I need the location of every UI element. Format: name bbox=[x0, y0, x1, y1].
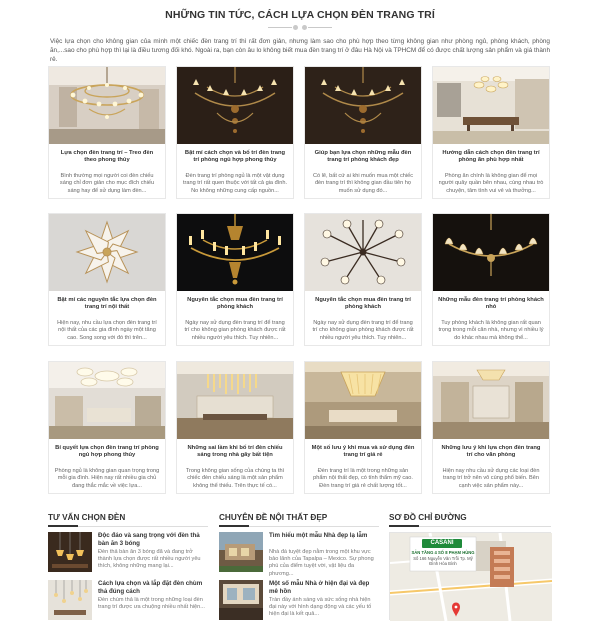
map-sign-address: SẢN TẦNG 4 SỐ 8 PHẠM HÙNG bbox=[411, 550, 475, 555]
article-title[interactable]: Bí quyết lựa chọn đèn trang trí phòng ngủ hợp phong thủy bbox=[55, 445, 159, 459]
interior-heading: CHUYÊN ĐỀ NỘI THẤT ĐẸP bbox=[219, 513, 328, 522]
article-title[interactable]: Những sai lầm khi bố trí đèn chiếu sáng trong nhà gây bất tiện bbox=[187, 445, 283, 459]
article-excerpt: Phòng ngủ là không gian quan trọng trong mỗi gia đình. Hiện nay rất nhiều gia chủ đang thắc mắc về việc lựa... bbox=[54, 468, 160, 489]
article-thumbnail[interactable] bbox=[49, 362, 165, 439]
article-excerpt: Đèn trang trí phòng ngủ là một vật dụng trang trí rất quen thuộc với tất cả gia đình. No không những cung cấp nguồn... bbox=[182, 173, 288, 194]
post-excerpt: Nhà đá tuyệt đẹp nằm trong một khu vực bảo lãnh của Tapalpa – Mexico. Sự phong phú của điểm tuyệt vời, vật liệu đa phương... bbox=[269, 549, 374, 577]
section-title: NHỮNG TIN TỨC, CÁCH LỰA CHỌN ĐÈN TRANG TRÍ bbox=[165, 9, 435, 21]
post-excerpt: Đèn chùm thả là một trong những loại đèn trang trí được ưa chuộng nhiều nhất hiện... bbox=[98, 597, 205, 611]
map-brand-logo: CASANI bbox=[430, 540, 454, 546]
article-card[interactable] bbox=[176, 361, 294, 494]
article-thumbnail[interactable] bbox=[433, 67, 549, 144]
post-excerpt: Tràn đầy ánh sáng và sức sống nhà hiện đại này với hình dạng động và các yếu tố hiện đại là kết quả... bbox=[269, 597, 372, 618]
list-item[interactable] bbox=[219, 532, 379, 580]
article-excerpt: Ngày nay sử dụng đèn trang trí để trang trí cho không gian phòng khách được rất nhiều người yêu thích. Tuy nhiên... bbox=[184, 320, 286, 341]
article-excerpt: Bình thường mọi người coi đèn chiếu sáng chỉ đơn giản cho mục đích chiếu sáng hay để sử dụng làm đèn... bbox=[59, 173, 155, 194]
article-card[interactable] bbox=[48, 66, 166, 199]
article-card[interactable] bbox=[432, 361, 550, 494]
article-title[interactable]: Giúp bạn lựa chọn những mẫu đèn trang trí phòng khách đẹp bbox=[314, 150, 412, 164]
map-pin-icon bbox=[448, 595, 464, 611]
list-item[interactable] bbox=[219, 580, 379, 628]
article-card[interactable] bbox=[304, 66, 422, 199]
article-thumbnail[interactable] bbox=[177, 214, 293, 291]
article-title[interactable]: Lựa chọn đèn trang trí – Treo đèn theo phong thủy bbox=[60, 150, 154, 164]
article-excerpt: Phòng ăn chính là không gian để mọi người quây quần bên nhau, cùng nhau trò chuyện, tâm tình vui vẻ và thưởng... bbox=[438, 173, 544, 194]
post-title[interactable]: Tìm hiểu một mẫu Nhà đẹp lạ lẫm bbox=[269, 532, 368, 539]
article-card[interactable] bbox=[304, 213, 422, 346]
article-title[interactable]: Nguyên tắc chọn mua đèn trang trí phòng khách bbox=[315, 297, 411, 311]
heading-underline bbox=[389, 526, 551, 527]
article-title[interactable]: Bật mí các nguyên tắc lựa chọn đèn trang trí nội thất bbox=[57, 297, 157, 311]
map-widget bbox=[389, 513, 551, 620]
section-intro: Việc lựa chọn cho không gian của mình một chiếc đèn trang trí thì rất đơn giản, nhưng làm sao cho phù hợp theo từng không gian như phòng ngủ, phòng khách, phòng ăn,...sao cho phù hợp thì lại là điều tương đối khó. Ngoài ra, bạn còn âu lo không biết mua đèn trang trí ở đâu Hà Nội và TPHCM để có được chất lượng sản phẩm và giá thành rẻ. bbox=[50, 38, 550, 64]
article-title[interactable]: Nguyên tắc chọn mua đèn trang trí phòng khách bbox=[187, 297, 283, 311]
post-thumbnail[interactable] bbox=[219, 532, 263, 572]
article-thumbnail[interactable] bbox=[433, 214, 549, 291]
map-sign-subtext: Số 166 Nguyễn Văn Trỗi Tp. Mỹ Đình Hòa Bình bbox=[413, 556, 473, 566]
article-thumbnail[interactable] bbox=[49, 214, 165, 291]
article-excerpt: Đèn trang trí là một trong những sản phẩm nội thất đẹp, có tính thẩm mỹ cao. Đèn trang trí giá rẻ chất lượng tốt... bbox=[313, 468, 413, 489]
article-card[interactable] bbox=[48, 361, 166, 494]
post-thumbnail[interactable] bbox=[48, 580, 92, 620]
heading-underline bbox=[48, 526, 208, 527]
list-item[interactable] bbox=[48, 580, 208, 628]
article-excerpt: Trong không gian sống của chúng ta thì chiếc đèn chiếu sáng là một sản phẩm không thể thiếu. Trên thực tế có... bbox=[185, 468, 285, 489]
article-thumbnail[interactable] bbox=[49, 67, 165, 144]
article-excerpt: Hiện nay, nhu cầu lựa chọn đèn trang trí nội thất của các gia đình ngày một tăng cao. Song song với đó thì trên... bbox=[57, 320, 157, 341]
article-thumbnail[interactable] bbox=[305, 214, 421, 291]
article-card[interactable] bbox=[432, 66, 550, 199]
article-title[interactable]: Một số lưu ý khi mua và sử dụng đèn trang trí giá rẻ bbox=[311, 445, 415, 459]
post-thumbnail[interactable] bbox=[48, 532, 92, 572]
list-item[interactable] bbox=[48, 532, 208, 580]
article-excerpt: Ngày nay sử dụng đèn trang trí để trang trí cho không gian phòng khách được rất nhiều người yêu thích. Tuy nhiên... bbox=[312, 320, 414, 341]
post-title[interactable]: Cách lựa chọn và lắp đặt đèn chùm thả đúng cách bbox=[98, 580, 203, 595]
article-thumbnail[interactable] bbox=[177, 362, 293, 439]
directions-map[interactable] bbox=[389, 532, 551, 620]
article-card[interactable] bbox=[176, 213, 294, 346]
article-title[interactable]: Hướng dẫn cách chọn đèn trang trí phòng ăn phù hợp nhất bbox=[442, 150, 540, 164]
article-thumbnail[interactable] bbox=[177, 67, 293, 144]
article-card[interactable] bbox=[304, 361, 422, 494]
post-thumbnail[interactable] bbox=[219, 580, 263, 620]
title-divider bbox=[268, 25, 332, 31]
article-card[interactable] bbox=[48, 213, 166, 346]
interior-widget bbox=[219, 513, 379, 620]
article-excerpt: Có lẽ, bất cứ ai khi muốn mua một chiếc đèn trang trí thì không gian đầu tiên họ muốn sử dụng đó... bbox=[312, 173, 414, 194]
article-excerpt: Hiện nay nhu cầu sử dụng các loại đèn trang trí trở nên vô cùng phổ biến. Bên cạnh việc sản phẩm này... bbox=[442, 468, 540, 489]
heading-underline bbox=[219, 526, 379, 527]
article-thumbnail[interactable] bbox=[305, 362, 421, 439]
article-thumbnail[interactable] bbox=[305, 67, 421, 144]
post-excerpt: Đèn thả bàn ăn 3 bóng đã và đang trở thành lựa chọn được rất nhiều người yêu thích, không những mang lại... bbox=[98, 549, 201, 570]
article-card[interactable] bbox=[432, 213, 550, 346]
article-card[interactable] bbox=[176, 66, 294, 199]
advice-widget bbox=[48, 513, 208, 620]
advice-heading: TƯ VẤN CHỌN ĐÈN bbox=[48, 513, 126, 522]
article-title[interactable]: Những lưu ý khi lựa chọn đèn trang trí cho văn phòng bbox=[441, 445, 541, 459]
post-title[interactable]: Độc đáo và sang trọng với đèn thả bàn ăn 3 bóng bbox=[98, 532, 200, 547]
article-title[interactable]: Những mẫu đèn trang trí phòng khách nhỏ bbox=[438, 297, 544, 311]
map-heading: SƠ ĐỒ CHỈ ĐƯỜNG bbox=[389, 513, 467, 522]
post-title[interactable]: Một số mẫu Nhà ở hiện đại và đẹp mê hồn bbox=[269, 580, 370, 595]
article-title[interactable]: Bật mí cách chọn và bố trí đèn trang trí phòng ngủ hợp phong thủy bbox=[184, 150, 286, 164]
article-excerpt: Tuy phòng khách là không gian rất quan trọng trong mỗi căn nhà, nhưng vì nhiều lý do khác nhau mà không thể... bbox=[438, 320, 544, 341]
article-thumbnail[interactable] bbox=[433, 362, 549, 439]
